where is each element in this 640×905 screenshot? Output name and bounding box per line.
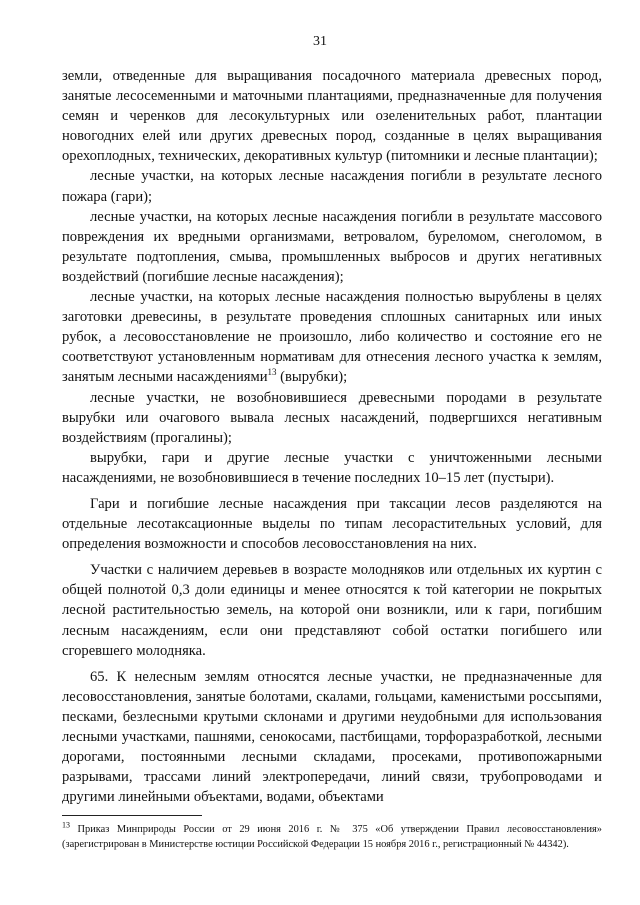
- paragraph-glades: лесные участки, не возобновившиеся древесными породами в результате вырубки или очагового вывала лесных насаждений, подвергшихся негативным воздействиям (прогалины);: [62, 389, 602, 446]
- paragraph-item-65: 65. К нелесным землям относятся лесные участки, не предназначенные для лесовосстановления, занятые болотами, скалами, гольцами, каменистыми россыпями, песками, безлесными крутыми склонами и другими неудобными для использования лесными участками, пашнями, сенокосами, пастбищами, торфоразработкой, лесными дорогами, постоянными лесными складами, просеками, противопожарными разрывами, трассами линий электропередачи, линий связи, трубопроводами и другими линейными объектами, водами, объектами: [62, 668, 602, 806]
- body-text: [62, 66, 602, 807]
- footnote: [62, 822, 602, 852]
- paragraph-young-stands: Участки с наличием деревьев в возрасте молодняков или отдельных их куртин с общей полнотой 0,3 доли единицы и менее относятся к той категории не покрытых лесной растительностью земель, на которой они возникли, или к гари, погибшим лесным насаждениям, если они представляют собой остатки погибшего или сгоревшего молодняка.: [62, 562, 602, 659]
- paragraph-wastelands: вырубки, гари и другие лесные участки с уничтоженными лесными насаждениями, не возобновившиеся в течение последних 10–15 лет (пустыри).: [62, 449, 602, 486]
- paragraph-inventory: Гари и погибшие лесные насаждения при таксации лесов разделяются на отдельные лесотаксационные выделы по типам лесорастительных условий, для определения возможности и способов лесовосстановления на них.: [62, 495, 602, 553]
- paragraph-burnt-areas: лесные участки, на которых лесные насаждения погибли в результате лесного пожара (гари);: [62, 168, 602, 205]
- footnote-reference: 13: [267, 367, 277, 378]
- paragraph-clearcuts-text: лесные участки, на которых лесные насаждения полностью вырублены в целях заготовки древесины, в результате проведения сплошных санитарных или иных рубок, а лесовосстановление не произошло, либо количество и состояние его не соответствуют установленным нормативам для отнесения лесного участка к землям, занятым лесными насаждениями: [62, 289, 602, 386]
- paragraph-nursery-lands: земли, отведенные для выращивания посадочного материала древесных пород, занятые лесосеменными и маточными плантациями, предназначенные для получения семян и черенков для лесокультурных или озеленительных работ, плантации новогодних елей или других древесных пород, созданные в целях выращивания орехоплодных, технических, декоративных культур (питомники и лесные плантации);: [62, 68, 602, 165]
- paragraph-dead-stands: лесные участки, на которых лесные насаждения погибли в результате массового повреждения их вредными организмами, ветровалом, буреломом, снеголомом, в результате подтопления, смыва, промышленных выбросов и других негативных воздействий (погибшие лесные насаждения);: [62, 208, 602, 285]
- footnote-text: Приказ Минприроды России от 29 июня 2016 г. № 375 «Об утверждении Правил лесовосстановления» (зарегистрирован в Министерстве юстиции Российской Федерации 15 ноября 2016 г., регистрационный № 44342).: [62, 824, 602, 850]
- paragraph-clearcuts: [62, 287, 602, 387]
- footnote-divider: [62, 815, 202, 816]
- footnote-marker: 13: [62, 820, 70, 830]
- paragraph-clearcuts-tail: (вырубки);: [276, 369, 348, 386]
- page-number: 31: [313, 34, 327, 49]
